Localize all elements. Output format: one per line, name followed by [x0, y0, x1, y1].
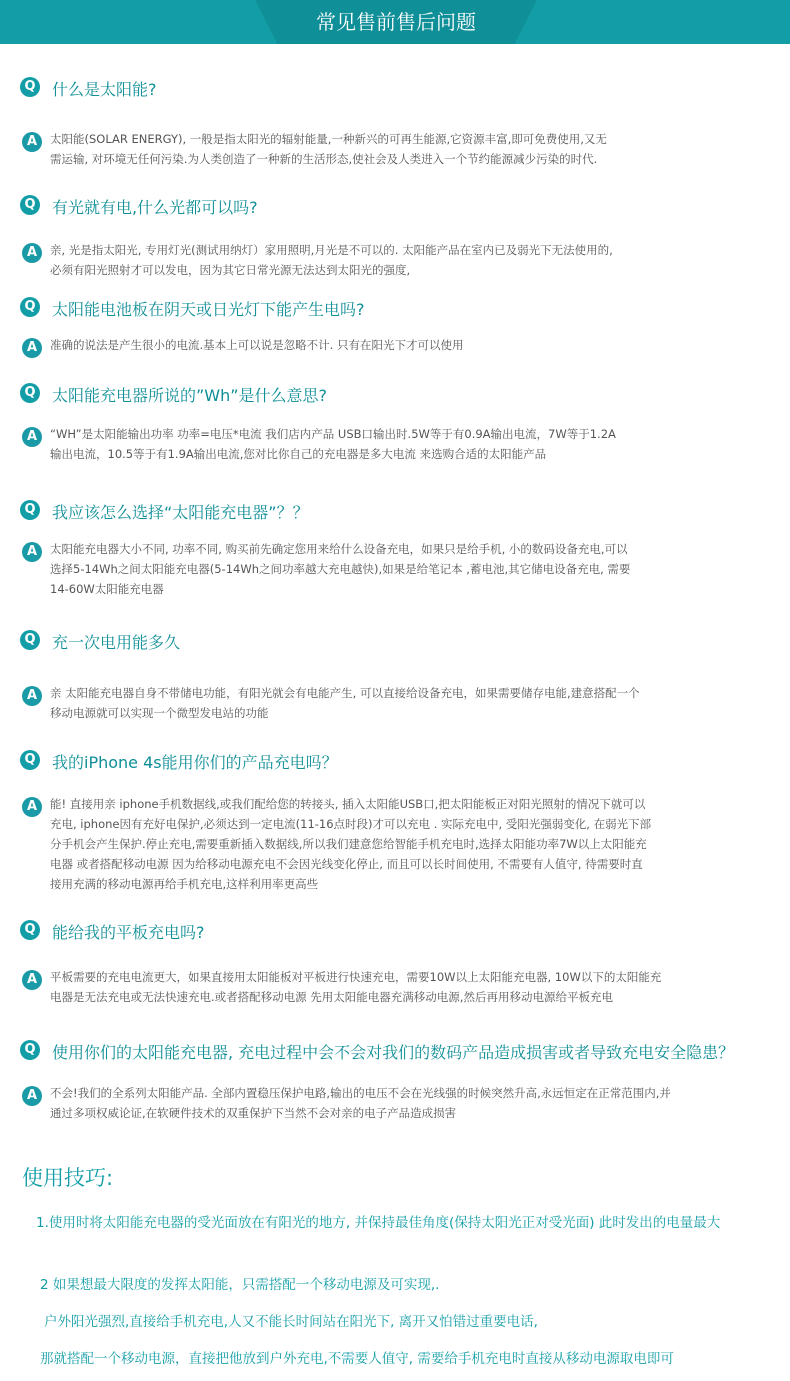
faq-question: 我的iPhone 4s能用你们的产品充电吗？ — [52, 753, 338, 772]
faq-answer-line: 分手机会产生保护.停止充电,需要重新插入数据线,所以我们建意您给智能手机充电时,选择太阳能功率7W以上太阳能充 — [50, 837, 647, 851]
answer-badge-icon: A — [22, 427, 42, 447]
answer-badge-icon: A — [22, 970, 42, 990]
question-badge-icon: Q — [20, 920, 40, 940]
faq-answer-line: 输出电流，10.5等于有1.9A输出电流,您对比你自己的充电器是多大电流 来选购合适的太阳能产品 — [50, 447, 547, 461]
faq-question: 太阳能电池板在阴天或日光灯下能产生电吗? — [52, 300, 365, 319]
faq-answer-line: 电器 或者搭配移动电源 因为给移动电源充电不会因光线变化停止, 而且可以长时间使用, 不需要有人值守, 待需要时直 — [50, 857, 643, 871]
faq-answer-line: 通过多项权威论证,在软硬件技术的双重保护下当然不会对亲的电子产品造成损害 — [50, 1106, 457, 1120]
question-badge-icon: Q — [20, 630, 40, 650]
faq-answer-line: 能! 直接用亲 iphone手机数据线,或我们配给您的转接头, 插入太阳能USB口,把太阳能板正对阳光照射的情况下就可以 — [50, 797, 646, 811]
question-badge-icon: Q — [20, 750, 40, 770]
answer-badge-icon: A — [22, 542, 42, 562]
question-badge-icon: Q — [20, 195, 40, 215]
answer-badge-icon: A — [22, 338, 42, 358]
question-badge-icon: Q — [20, 1040, 40, 1060]
faq-answer-line: 太阳能(SOLAR ENERGY), 一般是指太阳光的辐射能量,一种新兴的可再生能源,它资源丰富,即可免费使用,又无 — [50, 132, 607, 146]
tip-item-3: 户外阳光强烈,直接给手机充电,人又不能长时间站在阳光下, 离开又怕错过重要电话, — [44, 1314, 538, 1330]
answer-badge-icon: A — [22, 243, 42, 263]
question-badge-icon: Q — [20, 500, 40, 520]
faq-answer-line: 充电, iphone因有充好电保护,必须达到一定电流(11-16点时段)才可以充电 . 实际充电中, 受阳光强弱变化, 在弱光下部 — [50, 817, 652, 831]
faq-question: 什么是太阳能? — [52, 80, 157, 99]
faq-answer-line: 选择5-14Wh之间太阳能充电器(5-14Wh之间功率越大充电越快),如果是给笔记本 ,蓄电池,其它储电设备充电, 需要 — [50, 562, 631, 576]
answer-badge-icon: A — [22, 797, 42, 817]
faq-answer-line: 电器是无法充电或无法快速充电.或者搭配移动电源 先用太阳能电器充满移动电源,然后再用移动电源给平板充电 — [50, 990, 613, 1004]
faq-answer-line: 需运输, 对环境无任何污染.为人类创造了一种新的生活形态,使社会及人类进入一个节约能源减少污染的时代. — [50, 152, 598, 166]
faq-answer-line: 亲 太阳能充电器自身不带储电功能，有阳光就会有电能产生, 可以直接给设备充电，如果需要储存电能,建意搭配一个 — [50, 686, 640, 700]
tip-item-2: 2 如果想最大限度的发挥太阳能，只需搭配一个移动电源及可实现,. — [40, 1277, 440, 1293]
faq-answer-line: 移动电源就可以实现一个微型发电站的功能 — [50, 706, 269, 720]
faq-question: 使用你们的太阳能充电器, 充电过程中会不会对我们的数码产品造成损害或者导致充电安全隐患？ — [52, 1043, 735, 1062]
page-title: 常见售前售后问题 — [316, 10, 476, 34]
faq-answer-line: 准确的说法是产生很小的电流.基本上可以说是忽略不计. 只有在阳光下才可以使用 — [50, 338, 464, 352]
faq-answer-line: 不会!我们的全系列太阳能产品. 全部内置稳压保护电路,输出的电压不会在光线强的时候突然升高,永远恒定在正常范围内,并 — [50, 1086, 671, 1100]
faq-question: 太阳能充电器所说的”Wh”是什么意思? — [52, 386, 328, 405]
faq-question: 我应该怎么选择“太阳能充电器”？？ — [52, 503, 309, 522]
faq-answer-line: 平板需要的充电电流更大，如果直接用太阳能板对平板进行快速充电，需要10W以上太阳能充电器, 10W以下的太阳能充 — [50, 970, 662, 984]
faq-answer-line: 14-60W太阳能充电器 — [50, 582, 164, 596]
tip-item-1: 1.使用时将太阳能充电器的受光面放在有阳光的地方, 并保持最佳角度(保持太阳光正对受光面) 此时发出的电量最大 — [36, 1215, 721, 1231]
faq-answer-line: “WH”是太阳能输出功率 功率=电压*电流 我们店内产品 USB口输出时.5W等于有0.9A输出电流，7W等于1.2A — [50, 427, 616, 441]
tips-title: 使用技巧: — [22, 1166, 114, 1190]
tip-item-4: 那就搭配一个移动电源，直接把他放到户外充电,不需要人值守, 需要给手机充电时直接从移动电源取电即可 — [40, 1351, 674, 1367]
faq-answer-line: 必须有阳光照射才可以发电，因为其它日常光源无法达到太阳光的强度, — [50, 263, 411, 277]
answer-badge-icon: A — [22, 132, 42, 152]
faq-question: 充一次电用能多久 — [52, 633, 181, 652]
faq-question: 有光就有电,什么光都可以吗? — [52, 198, 258, 217]
answer-badge-icon: A — [22, 686, 42, 706]
faq-answer-line: 亲, 光是指太阳光, 专用灯光(测试用纳灯）家用照明,月光是不可以的. 太阳能产品在室内已及弱光下无法使用的, — [50, 243, 613, 257]
question-badge-icon: Q — [20, 297, 40, 317]
question-badge-icon: Q — [20, 77, 40, 97]
faq-question: 能给我的平板充电吗? — [52, 923, 205, 942]
question-badge-icon: Q — [20, 383, 40, 403]
answer-badge-icon: A — [22, 1086, 42, 1106]
faq-answer-line: 太阳能充电器大小不同, 功率不同, 购买前先确定您用来给什么设备充电，如果只是给手机, 小的数码设备充电,可以 — [50, 542, 628, 556]
faq-answer-line: 接用充满的移动电源再给手机充电,这样利用率更高些 — [50, 877, 319, 891]
